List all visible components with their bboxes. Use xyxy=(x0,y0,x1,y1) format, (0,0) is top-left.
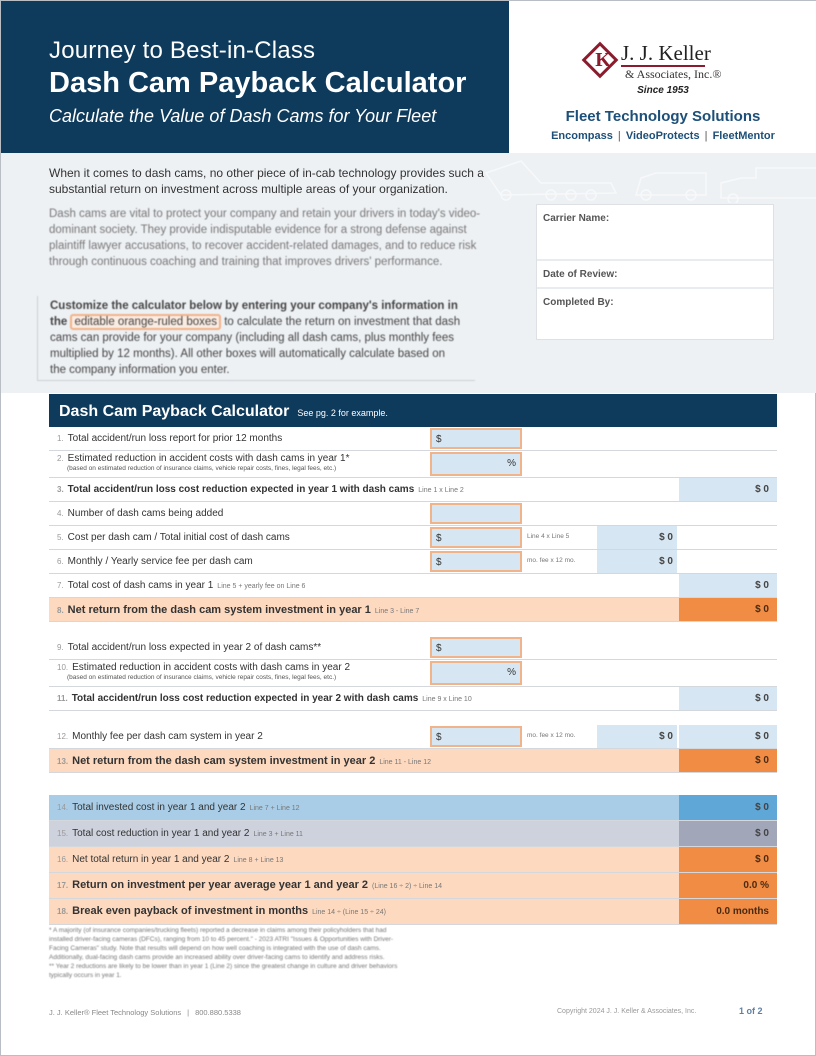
row-label: Estimated reduction in accident costs with dash cams in year 1* xyxy=(67,453,350,464)
percent-suffix: % xyxy=(507,458,516,469)
row-formula: Line 9 x Line 10 xyxy=(422,696,472,703)
row-formula: Line 11 - Line 12 xyxy=(379,759,431,766)
footer-contact: J. J. Keller® Fleet Technology Solutions | 800.880.5338 xyxy=(49,1008,241,1017)
row-number: 9. xyxy=(57,643,64,652)
row-formula: Line 7 + Line 12 xyxy=(249,805,300,812)
row-number: 10. xyxy=(57,663,69,672)
title-banner xyxy=(1,1,509,153)
row-number: 18. xyxy=(57,907,69,916)
row-number: 2. xyxy=(57,454,64,463)
calc-row-10 xyxy=(49,660,777,687)
prior-loss-input[interactable] xyxy=(430,428,522,449)
calculator-title-note: See pg. 2 for example. xyxy=(297,408,388,418)
kicker: Journey to Best-in-Class xyxy=(49,37,316,64)
date-of-review-label: Date of Review: xyxy=(543,269,618,280)
calc-row-17 xyxy=(49,873,777,899)
year2-monthly-fee-input[interactable] xyxy=(430,726,522,747)
calc-row-14 xyxy=(49,795,777,821)
logo-letter: K xyxy=(595,49,611,71)
row-formula: Line 4 x Line 5 xyxy=(527,533,570,540)
section-gap xyxy=(49,622,777,636)
year2-yearly-fee-value: $ 0 xyxy=(597,725,677,748)
dash-cam-count-input[interactable] xyxy=(430,503,522,524)
footnote-1: * A majority (of insurance companies/trucking fleets) reported a decrease in claims among their policyholders that had installed driver-facing cameras (DFCs), ranging from 10 to 45 percent." - 2023 ATRI "Issues & Opportunities with Driver-Facing Cameras" study. Note that results will depend on how well coaching is integrated with the use of dash cams. Additionally, dual-facing dash cams provide an increased ability over driver-facing cams to identify and address risks. xyxy=(49,927,394,961)
year2-net-return-value: $ 0 xyxy=(679,749,777,772)
row-number: 8. xyxy=(57,606,64,615)
row-sublabel: (based on estimated reduction of insurance claims, vehicle repair costs, fines, legal fees, etc.) xyxy=(67,674,337,681)
row-label: Monthly fee per dash cam system in year 2 xyxy=(72,731,263,742)
year1-cost-reduction-value: $ 0 xyxy=(679,478,777,501)
calc-row-7 xyxy=(49,574,777,598)
year2-loss-input[interactable] xyxy=(430,637,522,658)
row-label: Return on investment per year average year 1 and year 2 xyxy=(72,879,369,891)
instructions-bold: Customize the calculator below by entering your company's information in the xyxy=(50,300,458,328)
calculator-header xyxy=(49,394,777,427)
year1-total-cost-value: $ 0 xyxy=(679,574,777,597)
payback-months-value: 0.0 months xyxy=(679,899,777,924)
calc-row-4 xyxy=(49,502,777,526)
initial-cost-value: $ 0 xyxy=(597,526,677,549)
row-number: 11. xyxy=(57,694,68,703)
currency-prefix: $ xyxy=(436,643,442,654)
calc-row-3 xyxy=(49,478,777,502)
total-reduction-value: $ 0 xyxy=(679,821,777,846)
row-number: 16. xyxy=(57,855,69,864)
yearly-fee-value: $ 0 xyxy=(597,550,677,573)
row-number: 4. xyxy=(57,509,64,518)
row-label: Total accident/run loss report for prior 12 months xyxy=(67,433,283,444)
row-label: Number of dash cams being added xyxy=(67,508,224,519)
roi-percent-value: 0.0 % xyxy=(679,873,777,898)
row-number: 5. xyxy=(57,533,64,542)
row-formula: mo. fee x 12 mo. xyxy=(527,732,576,739)
completed-by-field[interactable] xyxy=(537,289,773,339)
product-videoprotects: VideoProtects xyxy=(625,130,700,142)
completed-by-label: Completed By: xyxy=(543,297,614,308)
row-formula: Line 14 ÷ (Line 15 ÷ 24) xyxy=(312,909,386,916)
row-formula: Line 5 + yearly fee on Line 6 xyxy=(217,583,306,590)
product-fleetmentor: FleetMentor xyxy=(712,130,775,142)
carrier-name-label: Carrier Name: xyxy=(543,213,610,224)
intro-lead: When it comes to dash cams, no other piece of in-cab technology provides such a substantial return on investment across multiple areas of your organization. xyxy=(49,166,484,196)
copyright: Copyright 2024 J. J. Keller & Associates, Inc. xyxy=(557,1008,697,1015)
row-number: 14. xyxy=(57,803,69,812)
calc-row-9 xyxy=(49,636,777,660)
calc-row-2 xyxy=(49,451,777,478)
calc-row-11 xyxy=(49,687,777,711)
product-list xyxy=(509,130,816,142)
row-sublabel: (based on estimated reduction of insurance claims, vehicle repair costs, fines, legal fees, etc.) xyxy=(67,465,337,472)
row-number: 13. xyxy=(57,757,69,766)
row-formula: (Line 16 ÷ 2) ÷ Line 14 xyxy=(372,883,442,890)
row-number: 7. xyxy=(57,581,64,590)
row-formula: Line 8 + Line 13 xyxy=(233,857,284,864)
calc-row-6 xyxy=(49,550,777,574)
product-encompass: Encompass xyxy=(551,130,613,142)
row-label: Monthly / Yearly service fee per dash cam xyxy=(67,556,253,567)
since-year: Since 1953 xyxy=(637,85,689,96)
calc-row-18 xyxy=(49,899,777,925)
row-formula: Line 3 - Line 7 xyxy=(374,608,420,615)
page-subtitle: Calculate the Value of Dash Cams for Your Fleet xyxy=(49,106,437,126)
separator: | xyxy=(704,130,708,142)
cost-per-cam-input[interactable] xyxy=(430,527,522,548)
carrier-name-field[interactable] xyxy=(537,205,773,261)
calculator-title: Dash Cam Payback Calculator xyxy=(59,403,290,420)
calc-row-16 xyxy=(49,847,777,873)
row-label: Cost per dash cam / Total initial cost of dash cams xyxy=(67,532,290,543)
instructions-rest: to calculate the return on investment that dash cams can provide for your company (including all dash cams, plus monthly fees multiplied by 12 months). All other boxes will automatically calculate based on the company information you enter. xyxy=(50,316,461,376)
calc-row-8 xyxy=(49,598,777,622)
carrier-info-form xyxy=(536,204,774,340)
row-label: Total accident/run loss expected in year 2 of dash cams** xyxy=(67,642,322,653)
footnotes xyxy=(49,926,409,980)
row-number: 3. xyxy=(57,485,64,494)
row-number: 12. xyxy=(57,732,69,741)
row-label: Net return from the dash cam system investment in year 1 xyxy=(67,604,371,616)
row-number: 1. xyxy=(57,434,64,443)
row-formula: mo. fee x 12 mo. xyxy=(527,557,576,564)
row-label: Break even payback of investment in months xyxy=(72,905,309,917)
row-formula: Line 3 + Line 11 xyxy=(253,831,303,838)
row-label: Total accident/run loss cost reduction expected in year 1 with dash cams xyxy=(67,484,415,495)
calc-row-13 xyxy=(49,749,777,773)
currency-prefix: $ xyxy=(436,557,442,568)
footer-company: J. J. Keller® Fleet Technology Solutions xyxy=(49,1008,182,1017)
instructions xyxy=(37,296,475,381)
row-label: Total cost reduction in year 1 and year 2 xyxy=(72,828,250,839)
brand-name: J. J. Keller xyxy=(621,41,711,65)
currency-prefix: $ xyxy=(436,533,442,544)
intro-body: Dash cams are vital to protect your company and retain your drivers in today's video-dominant society. They provide indisputable evidence for a strong defense against plaintiff lawyer accusations, to recover accident-related damages, and to reduce risk through continuous coaching and training that improves drivers' performance. xyxy=(49,208,481,268)
year2-cost-reduction-value: $ 0 xyxy=(679,687,777,710)
footnote-2: ** Year 2 reductions are likely to be lower than in year 1 (Line 2) since the greatest change in culture and driver behaviors typically occurs in year 1. xyxy=(49,963,398,979)
orange-ruled-example: editable orange-ruled boxes xyxy=(70,314,221,330)
year2-reduction-percent-input[interactable] xyxy=(430,661,522,685)
year1-net-return-value: $ 0 xyxy=(679,598,777,621)
brand-panel xyxy=(509,1,816,153)
truck-illustration-icon xyxy=(481,153,816,203)
row-number: 6. xyxy=(57,557,64,566)
division-name: Fleet Technology Solutions xyxy=(565,108,761,125)
year2-total-fee-value: $ 0 xyxy=(679,725,777,748)
row-label: Net total return in year 1 and year 2 xyxy=(72,854,230,865)
row-label: Total accident/run loss cost reduction expected in year 2 with dash cams xyxy=(71,693,419,704)
currency-prefix: $ xyxy=(436,732,442,743)
separator: | xyxy=(617,130,621,142)
date-of-review-field[interactable] xyxy=(537,261,773,289)
row-formula: Line 1 x Line 2 xyxy=(418,487,464,494)
row-number: 15. xyxy=(57,829,69,838)
calc-row-12 xyxy=(49,725,777,749)
brand-sub: & Associates, Inc.® xyxy=(625,67,722,81)
payback-calculator xyxy=(49,394,777,925)
service-fee-input[interactable] xyxy=(430,551,522,572)
section-gap xyxy=(49,773,777,795)
year1-reduction-percent-input[interactable] xyxy=(430,452,522,476)
currency-prefix: $ xyxy=(436,434,442,445)
calc-row-1 xyxy=(49,427,777,451)
row-label: Estimated reduction in accident costs with dash cams in year 2 xyxy=(72,662,351,673)
section-gap xyxy=(49,711,777,725)
row-label: Total invested cost in year 1 and year 2 xyxy=(72,802,246,813)
percent-suffix: % xyxy=(507,667,516,678)
calc-row-5 xyxy=(49,526,777,550)
page-number: 1 of 2 xyxy=(739,1006,763,1016)
footer-phone[interactable]: 800.880.5338 xyxy=(195,1008,241,1017)
total-invested-value: $ 0 xyxy=(679,795,777,820)
row-label: Net return from the dash cam system investment in year 2 xyxy=(72,755,376,767)
row-number: 17. xyxy=(57,881,69,890)
row-label: Total cost of dash cams in year 1 xyxy=(67,580,214,591)
net-total-return-value: $ 0 xyxy=(679,847,777,872)
calc-row-15 xyxy=(49,821,777,847)
page-title: Dash Cam Payback Calculator xyxy=(49,67,467,99)
summary-section xyxy=(49,795,777,925)
